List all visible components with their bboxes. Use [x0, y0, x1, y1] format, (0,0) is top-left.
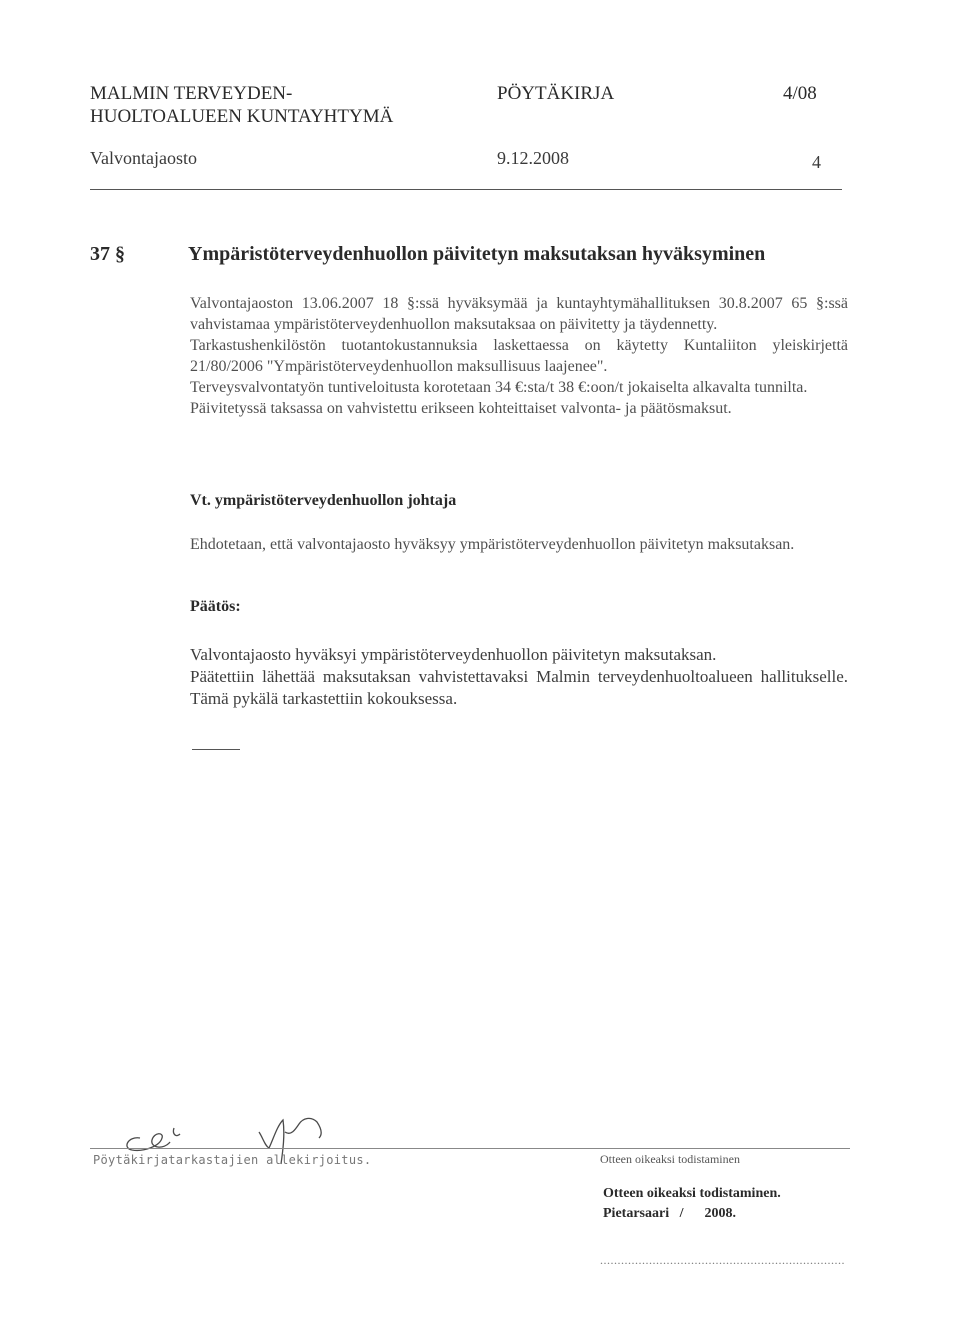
signature-line	[90, 1148, 850, 1149]
proposal-body	[190, 534, 848, 555]
document-number: 4/08	[783, 83, 817, 104]
decision-heading: Päätös:	[190, 598, 241, 615]
header-divider	[90, 189, 842, 190]
body-paragraph: Päivitetyssä taksassa on vahvistettu erikseen kohteittaiset valvonta- ja päätösmaksut.	[190, 400, 732, 417]
decision-paragraph: Valvontajaosto hyväksyi ympäristöterveydenhuollon päivitetyn maksutaksan.	[190, 645, 717, 664]
body-paragraph: Tarkastushenkilöstön tuotantokustannuksia laskettaessa on käytetty Kuntaliiton yleiskirjettä 21/80/2006 "Ympäristöterveydenhuollon maksullisuus laajenee".	[190, 337, 848, 375]
decision-body	[190, 644, 848, 710]
decision-paragraph: Päätettiin lähettää maksutaksan vahvistettavaksi Malmin terveydenhuoltoalueen hallitukselle. Tämä pykälä tarkastettiin kokouksessa.	[190, 667, 848, 708]
copy-certification-caption: Otteen oikeaksi todistaminen	[600, 1152, 740, 1166]
end-divider	[192, 749, 240, 750]
signature-caption: Pöytäkirjatarkastajien allekirjoitus.	[93, 1153, 372, 1167]
committee-name: Valvontajaosto	[90, 148, 197, 168]
document-type: PÖYTÄKIRJA	[497, 83, 615, 104]
copy-certification	[603, 1184, 781, 1224]
certification-signature-dots: ......................................................................	[600, 1253, 845, 1267]
org-line-1: MALMIN TERVEYDEN-	[90, 83, 293, 104]
copy-certification-line-2: Pietarsaari / 2008.	[603, 1206, 736, 1221]
proposer-heading: Vt. ympäristöterveydenhuollon johtaja	[190, 492, 457, 509]
page-number: 4	[812, 152, 821, 172]
org-line-2: HUOLTOALUEEN KUNTAYHTYMÄ	[90, 106, 394, 127]
section-title: Ympäristöterveydenhuollon päivitetyn maksutaksan hyväksyminen	[188, 243, 766, 265]
organization-name	[90, 82, 393, 128]
body-paragraph: Valvontajaoston 13.06.2007 18 §:ssä hyväksymää ja kuntayhtymähallituksen 30.8.2007 65 §:ssä vahvistamaa ympäristöterveydenhuollon maksutaksaa on päivitetty ja täydennetty.	[190, 295, 848, 333]
copy-certification-line-1: Otteen oikeaksi todistaminen.	[603, 1186, 781, 1201]
body-paragraph: Terveysvalvontatyön tuntiveloitusta korotetaan 34 €:sta/t 38 €:oon/t jokaiselta alkavalta tunnilta.	[190, 379, 808, 396]
proposal-text: Ehdotetaan, että valvontajaosto hyväksyy ympäristöterveydenhuollon päivitetyn maksutaksan.	[190, 536, 795, 553]
meeting-date: 9.12.2008	[497, 148, 569, 168]
section-number: 37 §	[90, 243, 125, 265]
section-body	[190, 293, 848, 419]
